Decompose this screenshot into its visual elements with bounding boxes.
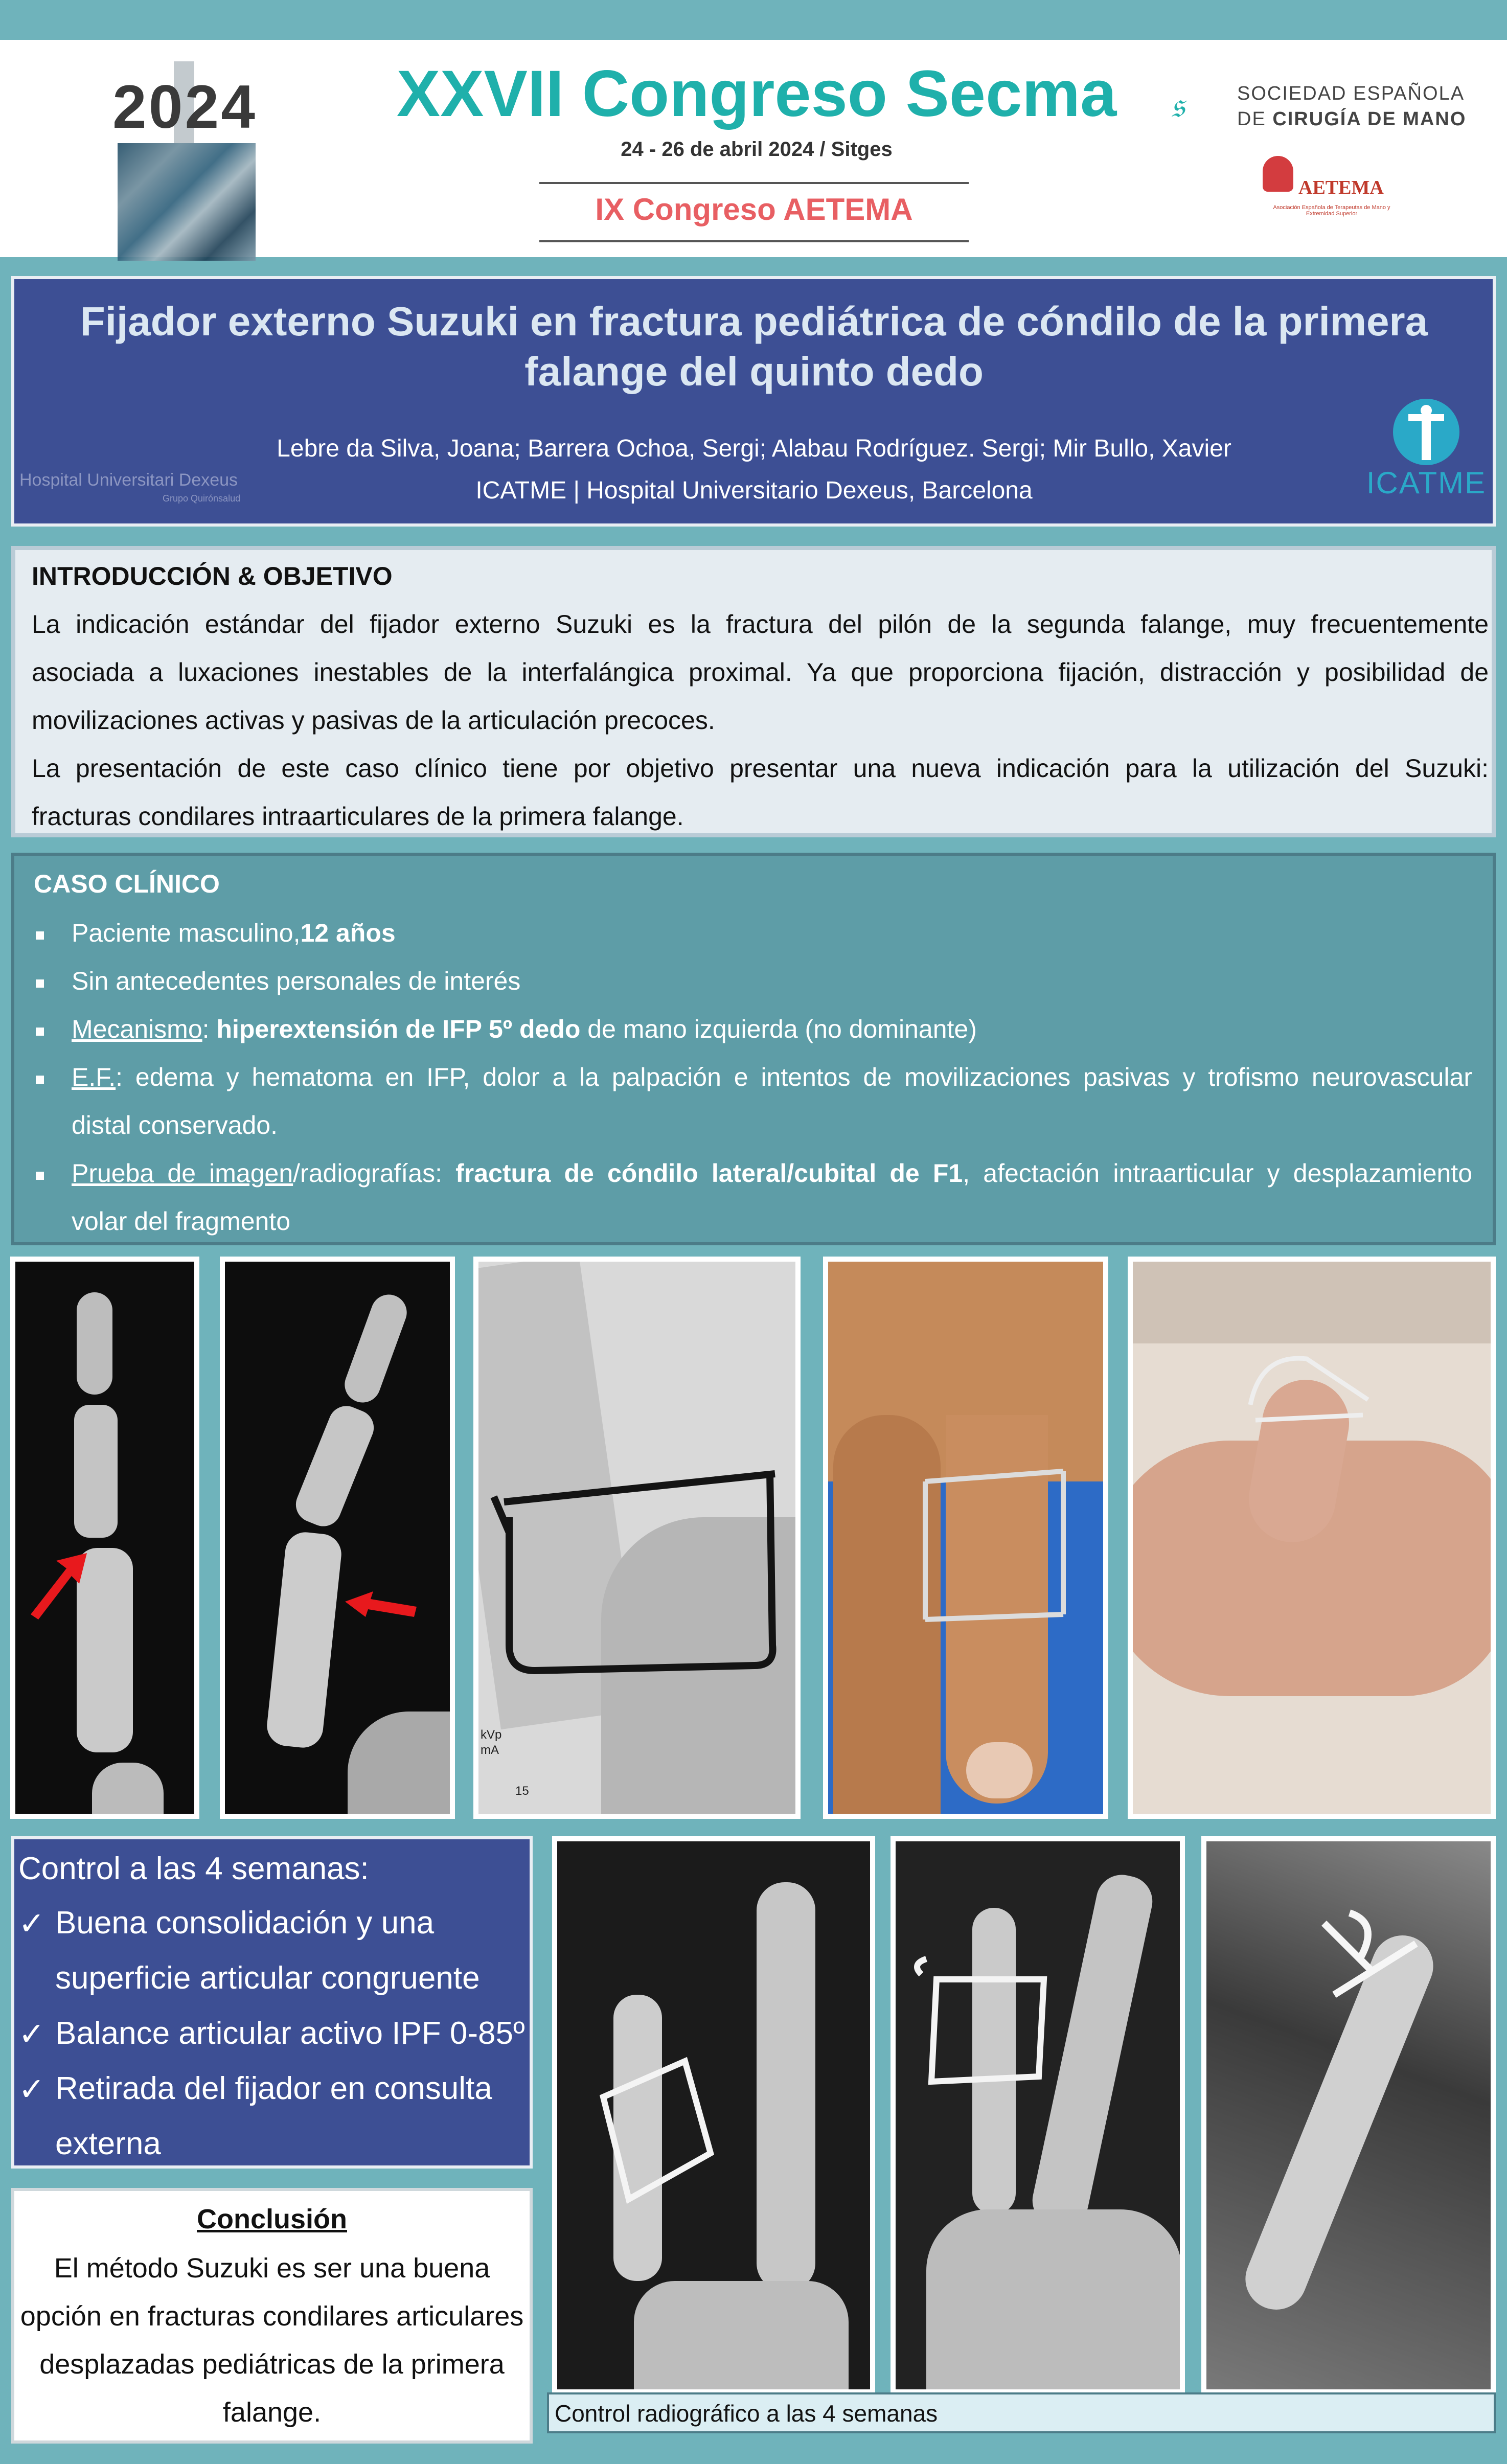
intro-line: asociada a luxaciones inestables de la interfalángica proximal. Ya que proporciona fijación, distracción y posibilidad de — [32, 658, 1489, 687]
hand-icon — [1263, 156, 1293, 192]
xray-image-ap — [10, 1257, 199, 1819]
intro-line: La indicación estándar del fijador externo Suzuki es la fractura del pilón de la segunda falange, muy frecuentemente — [32, 610, 1489, 638]
conclusion-heading: Conclusión — [197, 2204, 347, 2234]
case-bold: fractura de cóndilo lateral/cubital de F1 — [455, 1159, 963, 1188]
distal-phalanx — [339, 1290, 412, 1408]
check-icon: ✓ — [18, 1906, 45, 1942]
bullet-icon — [36, 1028, 44, 1036]
intro-line: fracturas condilares intraarticulares de la primera falange. — [32, 802, 684, 831]
case-text: , afectación intraarticular y desplazamiento — [963, 1159, 1473, 1188]
conclusion-line: falange. — [222, 2397, 322, 2428]
control-item-cont: superficie articular congruente — [55, 1960, 480, 1996]
red-arrow-icon — [26, 1548, 97, 1619]
congress-dates: 24 - 26 de abril 2024 / Sitges — [621, 138, 893, 161]
bullet-icon — [36, 1076, 44, 1084]
suzuki-fixator-wire — [1240, 1343, 1383, 1446]
dexeus-logo — [19, 470, 265, 511]
control-item: Buena consolidación y una — [55, 1905, 435, 1941]
case-item-patient — [72, 918, 1472, 948]
authors: Lebre da Silva, Joana; Barrera Ochoa, Sergi; Alabau Rodríguez. Sergi; Mir Bullo, Xavier — [277, 435, 1231, 462]
clinical-photo-active-motion — [1128, 1257, 1496, 1819]
control-xray-lateral — [1201, 1836, 1496, 2394]
poster-title-line1: Fijador externo Suzuki en fractura pediátrica de cóndilo de la primera — [80, 299, 1428, 344]
aetema-logo — [1263, 156, 1416, 222]
aetema-congress-title: IX Congreso AETEMA — [595, 192, 913, 226]
clinical-photo-fixator — [823, 1257, 1108, 1819]
case-text: Paciente masculino, — [72, 919, 301, 947]
fluoro-kvp-label: kVp — [481, 1728, 502, 1742]
aetema-logo-subtitle: Asociación Española de Terapeutas de Mano y Extremidad Superior — [1273, 204, 1390, 217]
case-text: /radiografías: — [293, 1159, 456, 1188]
middle-phalanx — [290, 1401, 379, 1532]
case-underlined: E.F. — [72, 1063, 116, 1091]
proximal-phalanx — [265, 1530, 343, 1749]
suzuki-fixator-wire — [906, 1944, 1069, 2097]
secma-logo — [1171, 66, 1477, 143]
icatme-logo — [1360, 394, 1488, 506]
divider — [539, 182, 969, 184]
secma-logo-line1: SOCIEDAD ESPAÑOLA — [1237, 83, 1465, 104]
control-item: Balance articular activo IPF 0-85º — [55, 2016, 525, 2051]
aetema-logo-name: AETEMA — [1298, 177, 1384, 198]
secma-logo-bold: CIRUGÍA DE MANO — [1272, 108, 1467, 130]
xray-image-lateral — [220, 1257, 455, 1819]
xray-caption: Control radiográfico a las 4 semanas — [555, 2400, 938, 2427]
distal-phalanx — [77, 1292, 112, 1395]
check-icon: ✓ — [18, 2072, 45, 2107]
fluoro-ma-label: mA — [481, 1743, 499, 1757]
control-item: Retirada del fijador en consulta — [55, 2071, 492, 2106]
case-item-exam — [72, 1062, 1472, 1092]
check-icon: ✓ — [18, 2017, 45, 2052]
congress-title: XXVII Congreso Secma — [396, 57, 1117, 130]
case-bold: 12 años — [300, 919, 396, 947]
metacarpals — [926, 2209, 1182, 2394]
suzuki-fixator-wire — [915, 1461, 1079, 1645]
bullet-icon — [36, 931, 44, 940]
case-bold: hiperextensión de IFP 5º dedo — [216, 1015, 581, 1043]
fingernail — [966, 1742, 1033, 1798]
case-item-exam-cont: distal conservado. — [72, 1111, 278, 1139]
fluoro-number-label: 15 — [515, 1784, 529, 1798]
suzuki-fixator-wire — [489, 1425, 795, 1681]
photo-collage-graphic — [118, 143, 256, 261]
secma-logo-prefix: DE — [1237, 108, 1273, 130]
logo-year: 2024 — [112, 73, 257, 141]
dexeus-logo-sub: Grupo Quirónsalud — [163, 493, 241, 504]
background-shelf — [1133, 1262, 1496, 1343]
metacarpals — [634, 2281, 849, 2394]
control-xray-oblique — [890, 1836, 1185, 2394]
intro-heading: INTRODUCCIÓN & OBJETIVO — [32, 562, 393, 590]
ring-finger-bones — [757, 1882, 815, 2291]
icatme-dot-icon — [1421, 405, 1432, 416]
soft-tissue — [348, 1712, 455, 1819]
secma-logo-line2 — [1237, 108, 1466, 130]
poster-title — [51, 296, 1457, 397]
bullet-icon — [36, 1172, 44, 1180]
case-underlined: Mecanismo — [72, 1015, 202, 1043]
case-text: de mano izquierda (no dominante) — [580, 1015, 977, 1043]
congress-2024-logo — [102, 61, 271, 261]
case-underlined: Prueba de imagen — [72, 1159, 293, 1188]
divider — [539, 240, 969, 242]
dexeus-logo-text: Hospital Universitari Dexeus — [19, 470, 238, 490]
case-item-mechanism — [72, 1014, 1472, 1044]
case-item-history: Sin antecedentes personales de interés — [72, 967, 521, 995]
control-xray-ap — [552, 1836, 875, 2394]
case-item-imaging — [72, 1158, 1472, 1188]
conclusion-line: El método Suzuki es ser una buena — [54, 2253, 490, 2284]
red-arrow-icon — [342, 1589, 419, 1630]
control-heading: Control a las 4 semanas: — [18, 1851, 369, 1886]
suzuki-fixator-wire — [1304, 1903, 1436, 2036]
case-item-imaging-cont: volar del fragmento — [72, 1207, 291, 1236]
poster-title-line2: falange del quinto dedo — [524, 349, 984, 394]
control-item-cont: externa — [55, 2126, 161, 2161]
metacarpal-head — [92, 1763, 164, 1819]
case-text: : — [202, 1015, 217, 1043]
conclusion-line: desplazadas pediátricas de la primera — [39, 2349, 505, 2380]
case-heading: CASO CLÍNICO — [34, 870, 220, 898]
conclusion-line: opción en fracturas condilares articulares — [20, 2301, 524, 2332]
intro-line: La presentación de este caso clínico tiene por objetivo presentar una nueva indicación para la utilización del Suzuki: — [32, 754, 1489, 783]
affiliation: ICATME | Hospital Universitario Dexeus, Barcelona — [475, 477, 1033, 504]
bullet-icon — [36, 979, 44, 988]
middle-phalanx — [74, 1405, 118, 1538]
case-text: : edema y hematoma en IFP, dolor a la palpación e intentos de movilizaciones pasivas y trofismo neurovascular — [116, 1063, 1472, 1091]
intro-line: movilizaciones activas y pasivas de la articulación precoces. — [32, 706, 715, 735]
secma-mark-icon: 𝔰 — [1171, 84, 1184, 126]
suzuki-fixator-wire — [588, 2046, 721, 2209]
fluoroscopy-image — [473, 1257, 801, 1819]
icatme-logo-text: ICATME — [1366, 466, 1487, 500]
